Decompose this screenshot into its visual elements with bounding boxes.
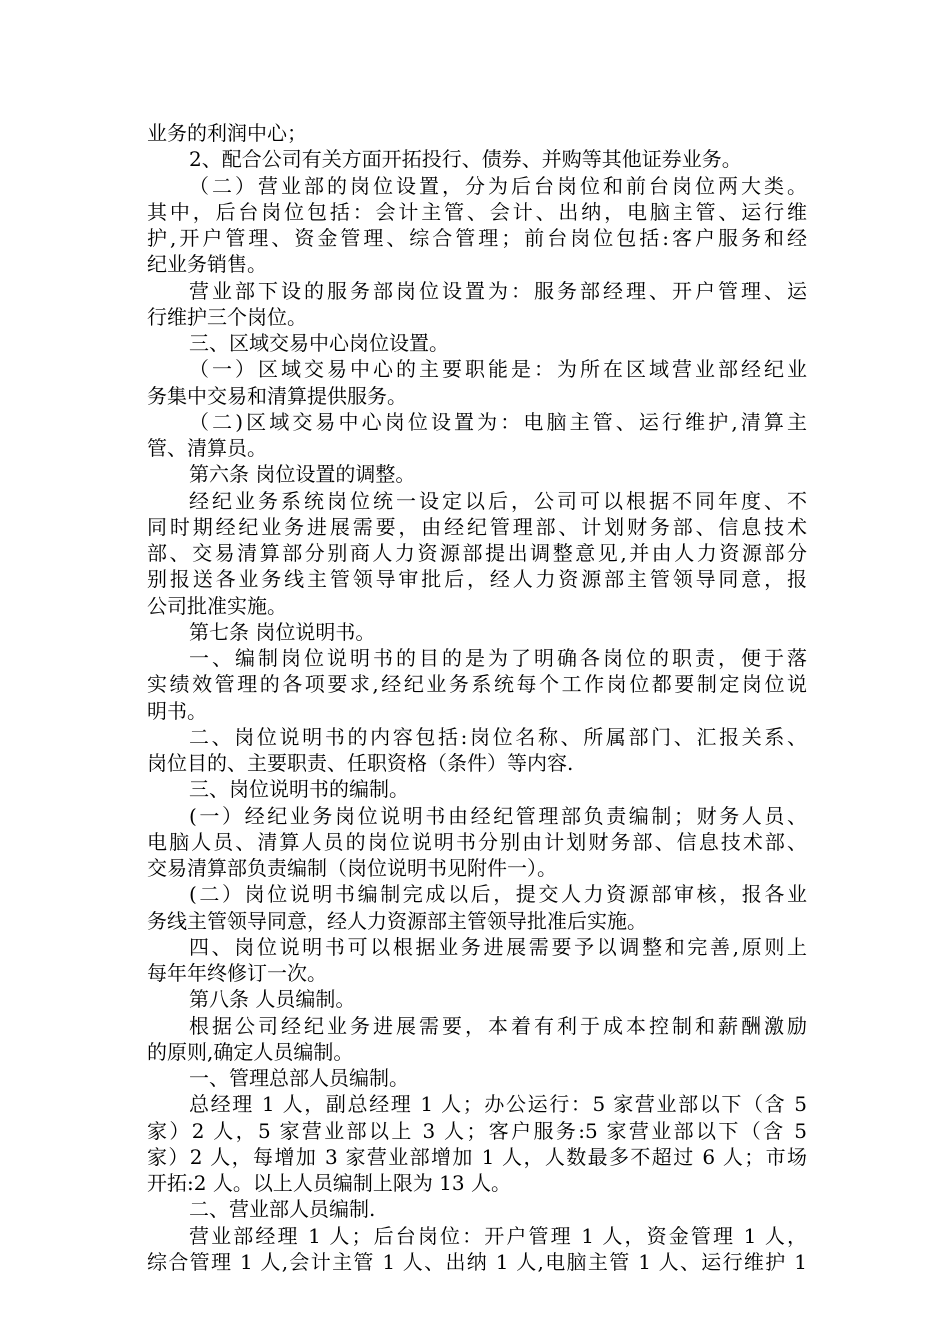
text-line: 2、配合公司有关方面开拓投行、债券、并购等其他证券业务。 xyxy=(189,147,742,172)
text-line: 四、岗位说明书可以根据业务进展需要予以调整和完善,原则上 xyxy=(189,934,807,959)
text-line: 电脑人员、清算人员的岗位说明书分别由计划财务部、信息技术部、 xyxy=(147,829,807,854)
text-line: (二）岗位说明书编制完成以后，提交人力资源部审核，报各业 xyxy=(189,882,807,907)
text-line: 公司批准实施。 xyxy=(147,593,287,618)
text-line: 营业部下设的服务部岗位设置为：服务部经理、开户管理、运 xyxy=(189,278,807,303)
text-line: 实绩效管理的各项要求,经纪业务系统每个工作岗位都要制定岗位说 xyxy=(147,672,807,697)
text-line: 经纪业务系统岗位统一设定以后，公司可以根据不同年度、不 xyxy=(189,488,807,513)
text-line: 的原则,确定人员编制。 xyxy=(147,1039,354,1064)
text-line: （二)区域交易中心岗位设置为：电脑主管、运行维护,清算主 xyxy=(189,409,807,434)
text-line: 第八条 人员编制。 xyxy=(189,987,356,1012)
text-line: (一）经纪业务岗位说明书由经纪管理部负责编制；财务人员、 xyxy=(189,803,807,828)
text-line: （二）营业部的岗位设置，分为后台岗位和前台岗位两大类。 xyxy=(189,173,807,198)
text-line: 家）2 人，每增加 3 家营业部增加 1 人，人数最多不超过 6 人；市场 xyxy=(147,1144,807,1169)
text-line: 每年年终修订一次。 xyxy=(147,961,327,985)
text-line: 其中，后台岗位包括：会计主管、会计、出纳，电脑主管、运行维 xyxy=(147,199,807,224)
text-line: 务集中交易和清算提供服务。 xyxy=(147,383,407,408)
text-line: 三、岗位说明书的编制。 xyxy=(189,777,409,802)
text-line: 家）2 人，5 家营业部以上 3 人；客户服务:5 家营业部以下（含 5 xyxy=(147,1118,807,1143)
text-line: 根据公司经纪业务进展需要，本着有利于成本控制和薪酬激励 xyxy=(189,1013,807,1038)
text-line: （一）区域交易中心的主要职能是：为所在区域营业部经纪业 xyxy=(189,357,807,382)
text-line: 明书。 xyxy=(147,698,207,723)
text-line: 总经理 1 人，副总经理 1 人；办公运行：5 家营业部以下（含 5 xyxy=(189,1092,807,1117)
text-line: 管、清算员。 xyxy=(147,436,267,460)
text-line: 交易清算部负责编制（岗位说明书见附件一）。 xyxy=(147,856,557,880)
text-line: 纪业务销售。 xyxy=(147,252,267,277)
text-line: 综合管理 1 人,会计主管 1 人、出纳 1 人,电脑主管 1 人、运行维护 1 xyxy=(147,1249,807,1274)
text-line: 护,开户管理、资金管理、综合管理；前台岗位包括:客户服务和经 xyxy=(147,226,807,250)
text-line: 开拓:2 人。以上人员编制上限为 13 人。 xyxy=(147,1171,511,1195)
text-line: 二、岗位说明书的内容包括:岗位名称、所属部门、汇报关系、 xyxy=(189,724,807,749)
text-line: 部、交易清算部分别商人力资源部提出调整意见,并由人力资源部分 xyxy=(147,541,807,565)
text-line: 二、营业部人员编制. xyxy=(189,1197,376,1222)
text-line: 一、管理总部人员编制。 xyxy=(189,1066,409,1090)
text-line: 第七条 岗位说明书。 xyxy=(189,619,376,644)
text-line: 业务的利润中心； xyxy=(147,121,307,145)
text-line: 岗位目的、主要职责、任职资格（条件）等内容. xyxy=(147,751,574,775)
text-line: 行维护三个岗位。 xyxy=(147,304,307,329)
text-line: 同时期经纪业务进展需要，由经纪管理部、计划财务部、信息技术 xyxy=(147,514,807,539)
text-line: 第六条 岗位设置的调整。 xyxy=(189,462,416,487)
text-line: 别报送各业务线主管领导审批后，经人力资源部主管领导同意，报 xyxy=(147,567,807,592)
text-line: 一、编制岗位说明书的目的是为了明确各岗位的职责，便于落 xyxy=(189,646,807,670)
text-line: 营业部经理 1 人；后台岗位：开户管理 1 人，资金管理 1 人， xyxy=(189,1223,807,1248)
text-line: 三、区域交易中心岗位设置。 xyxy=(189,331,449,355)
text-line: 务线主管领导同意，经人力资源部主管领导批准后实施。 xyxy=(147,908,647,933)
